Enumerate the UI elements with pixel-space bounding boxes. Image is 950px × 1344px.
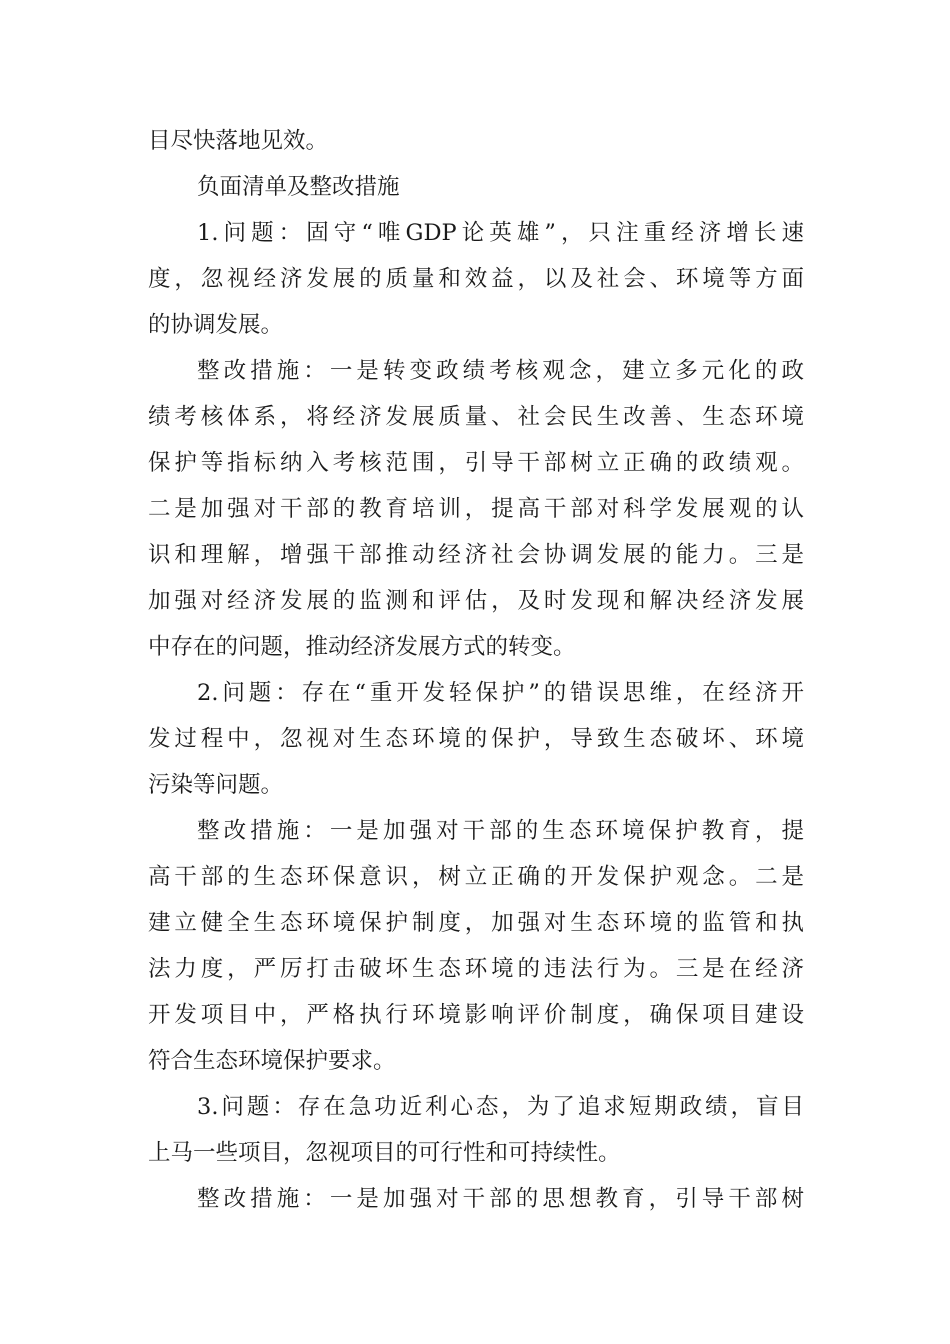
issue-1-line: 1.问题：固守“唯GDP论英雄”，只注重经济增长速 (197, 220, 804, 246)
measure-1-line: 加强对经济发展的监测和评估，及时发现和解决经济发展 (148, 588, 804, 614)
measure-1-line: 保护等指标纳入考核范围，引导干部树立正确的政绩观。 (148, 450, 804, 476)
issue-2-line: 2.问题：存在“重开发轻保护”的错误思维，在经济开 (197, 680, 804, 706)
measure-1-line: 整改措施：一是转变政绩考核观念，建立多元化的政 (197, 358, 804, 384)
document-body (148, 118, 804, 1222)
measure-2-line: 法力度，严厉打击破坏生态环境的违法行为。三是在经济 (148, 956, 804, 982)
section-heading: 负面清单及整改措施 (197, 174, 400, 200)
issue-3-line: 上马一些项目，忽视项目的可行性和可持续性。 (148, 1140, 621, 1166)
issue-2-line: 污染等问题。 (148, 772, 284, 798)
issue-3-line: 3.问题：存在急功近利心态，为了追求短期政绩，盲目 (197, 1094, 804, 1120)
issue-1-line: 的协调发展。 (148, 312, 284, 338)
issue-1-line: 度，忽视经济发展的质量和效益，以及社会、环境等方面 (148, 266, 804, 292)
measure-2-line: 建立健全生态环境保护制度，加强对生态环境的监管和执 (148, 910, 804, 936)
issue-2-line: 发过程中，忽视对生态环境的保护，导致生态破坏、环境 (148, 726, 804, 752)
measure-2-line: 开发项目中，严格执行环境影响评价制度，确保项目建设 (148, 1002, 804, 1028)
measure-2-line: 符合生态环境保护要求。 (148, 1048, 396, 1074)
measure-1-line: 二是加强对干部的教育培训，提高干部对科学发展观的认 (148, 496, 804, 522)
measure-1-line: 识和理解，增强干部推动经济社会协调发展的能力。三是 (148, 542, 804, 568)
measure-2-line: 高干部的生态环保意识，树立正确的开发保护观念。二是 (148, 864, 804, 890)
measure-2-line: 整改措施：一是加强对干部的生态环境保护教育，提 (197, 818, 804, 844)
measure-1-line: 绩考核体系，将经济发展质量、社会民生改善、生态环境 (148, 404, 804, 430)
measure-3-line: 整改措施：一是加强对干部的思想教育，引导干部树 (197, 1186, 804, 1212)
measure-1-line: 中存在的问题，推动经济发展方式的转变。 (148, 634, 576, 660)
paragraph-line-continuation: 目尽快落地见效。 (148, 128, 329, 154)
